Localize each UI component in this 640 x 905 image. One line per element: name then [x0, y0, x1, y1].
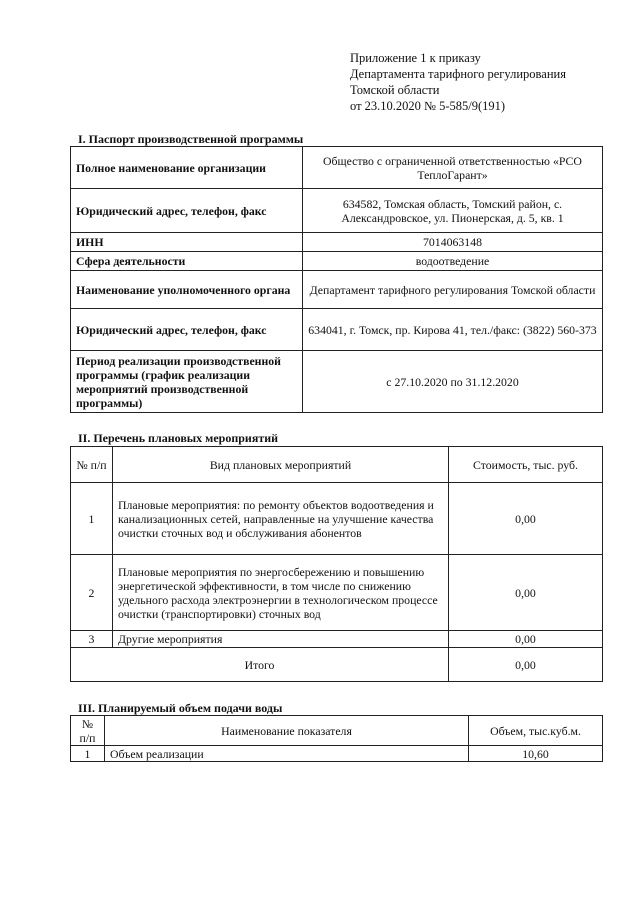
row-num: 2 — [71, 555, 113, 631]
column-header-name: Наименование показателя — [105, 716, 469, 746]
table-row — [71, 309, 603, 351]
table-row — [71, 555, 603, 631]
table-row — [71, 189, 603, 233]
passport-label: Юридический адрес, телефон, факс — [71, 309, 303, 351]
passport-table — [70, 146, 603, 413]
column-header-volume: Объем, тыс.куб.м. — [469, 716, 603, 746]
table-row — [71, 351, 603, 413]
measure-name: Другие мероприятия — [113, 631, 449, 648]
passport-value: 7014063148 — [303, 233, 603, 252]
row-num: 3 — [71, 631, 113, 648]
passport-value: Общество с ограниченной ответственностью «РСО ТеплоГарант» — [303, 147, 603, 189]
table-row — [71, 252, 603, 271]
table-header-row — [71, 447, 603, 483]
passport-value: водоотведение — [303, 252, 603, 271]
section-2-title: II. Перечень плановых мероприятий — [78, 431, 279, 445]
passport-label: ИНН — [71, 233, 303, 252]
measure-cost: 0,00 — [449, 631, 603, 648]
water-supply-table — [70, 715, 603, 762]
indicator-volume: 10,60 — [469, 746, 603, 762]
total-label: Итого — [71, 648, 449, 682]
table-row — [71, 271, 603, 309]
passport-value: 634041, г. Томск, пр. Кирова 41, тел./факс: (3822) 560-373 — [303, 309, 603, 351]
column-header-name: Вид плановых мероприятий — [113, 447, 449, 483]
table-total-row — [71, 648, 603, 682]
column-header-cost: Стоимость, тыс. руб. — [449, 447, 603, 483]
row-num: 1 — [71, 483, 113, 555]
column-header-num: № п/п — [71, 716, 105, 746]
table-header-row — [71, 716, 603, 746]
header-line-1: Приложение 1 к приказу — [350, 51, 481, 65]
row-num: 1 — [71, 746, 105, 762]
passport-label: Полное наименование организации — [71, 147, 303, 189]
passport-label: Наименование уполномоченного органа — [71, 271, 303, 309]
total-cost: 0,00 — [449, 648, 603, 682]
section-1-title: I. Паспорт производственной программы — [78, 132, 304, 146]
passport-label: Юридический адрес, телефон, факс — [71, 189, 303, 233]
passport-value: 634582, Томская область, Томский район, с. Александровское, ул. Пионерская, д. 5, кв. 1 — [303, 189, 603, 233]
passport-value: Департамент тарифного регулирования Томской области — [303, 271, 603, 309]
indicator-name: Объем реализации — [105, 746, 469, 762]
measure-name: Плановые мероприятия по энергосбережению и повышению энергетической эффективности, в том числе по снижению удельного расхода электроэнергии в технологическом процессе очистки (транспортировки) сточных вод — [113, 555, 449, 631]
table-row — [71, 746, 603, 762]
order-annex-header — [350, 50, 620, 114]
table-row — [71, 483, 603, 555]
header-line-2: Департамента тарифного регулирования — [350, 67, 566, 81]
header-line-3: Томской области — [350, 83, 440, 97]
passport-label: Период реализации производственной программы (график реализации мероприятий производственной программы) — [71, 351, 303, 413]
passport-value: с 27.10.2020 по 31.12.2020 — [303, 351, 603, 413]
measure-name: Плановые мероприятия: по ремонту объектов водоотведения и канализационных сетей, направленные на улучшение качества очистки сточных вод и обслуживания абонентов — [113, 483, 449, 555]
planned-measures-table — [70, 446, 603, 682]
passport-label: Сфера деятельности — [71, 252, 303, 271]
table-row — [71, 631, 603, 648]
measure-cost: 0,00 — [449, 483, 603, 555]
section-3-title: III. Планируемый объем подачи воды — [78, 701, 283, 715]
table-row — [71, 147, 603, 189]
header-line-4: от 23.10.2020 № 5-585/9(191) — [350, 99, 506, 113]
column-header-num: № п/п — [71, 447, 113, 483]
measure-cost: 0,00 — [449, 555, 603, 631]
table-row — [71, 233, 603, 252]
